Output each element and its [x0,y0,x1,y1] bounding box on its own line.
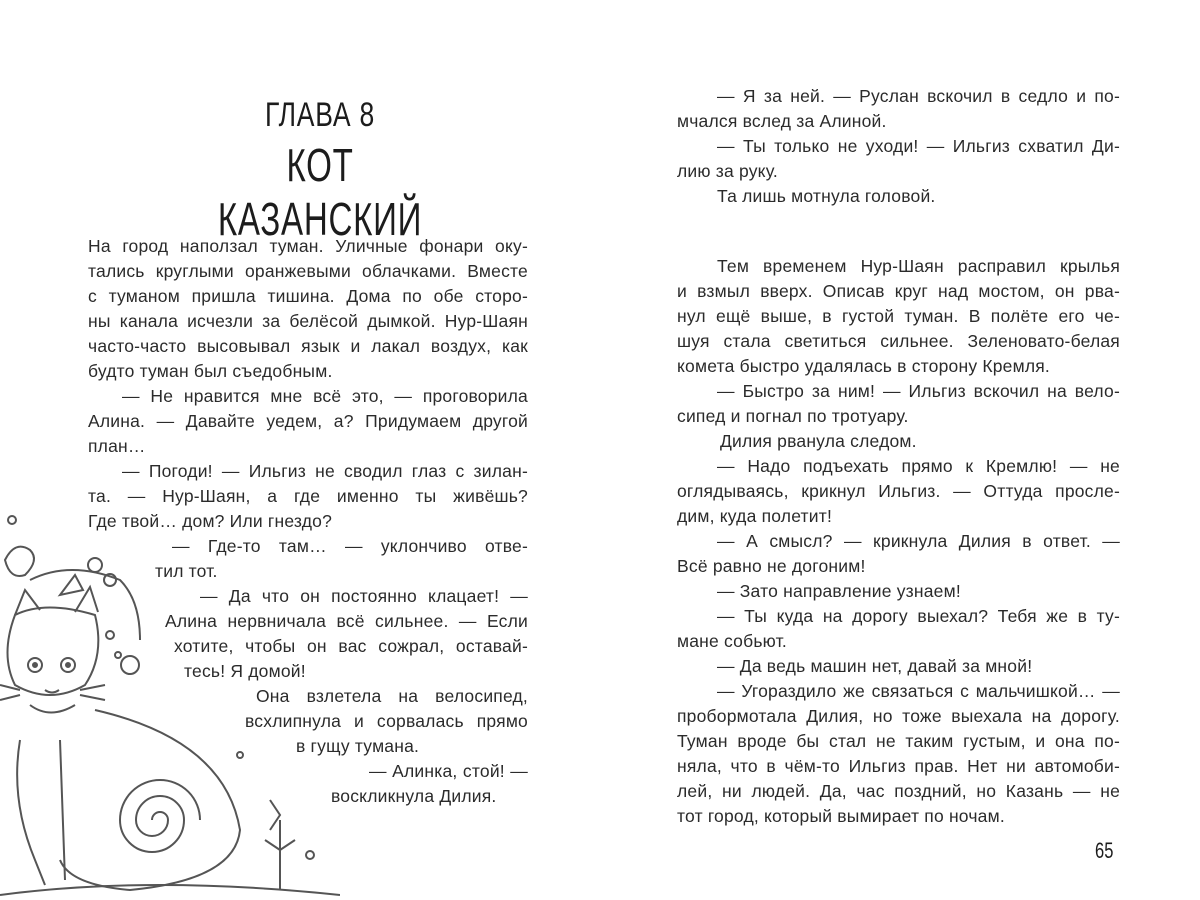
text-line: мчался вслед за Алиной. [677,111,887,131]
text-line: — Не нравится мне всё это, — проговорила [122,386,528,406]
text-line: — Угораздило же связаться с мальчишкой… — [717,681,1120,701]
text-line: лию за руку. [677,161,778,181]
text-line: — Где-то там… — уклончиво отве- [172,536,528,556]
text-line: шуя стала светиться сильнее. Зеленовато-белая [677,331,1120,351]
text-line: — Да ведь машин нет, давай за мной! [717,656,1033,676]
text-line: Дилия рванула следом. [720,431,917,451]
text-line: тесь! Я домой! [184,661,306,681]
flower-icon [5,547,34,576]
text-line: Где твой… дом? Или гнездо? [88,511,333,531]
text-line: Алина. — Давайте уедем, а? Придумаем другой [88,411,528,431]
page-number: 65 [1095,838,1114,863]
text-line: дим, куда полетит! [677,506,833,526]
text-line: часто-часто высовывал язык и лакал воздух, как [88,336,528,356]
text-line: — Ты куда на дорогу выехал? Тебя же в ту- [717,606,1120,626]
cat-face [8,608,99,696]
text-line: воскликнула Дилия. [331,786,497,806]
text-line: Та лишь мотнула головой. [717,186,936,206]
text-line: — Да что он постоянно клацает! — [200,586,528,606]
text-line: лей, ни людей. Да, час поздний, но Казань — не [677,781,1120,801]
text-line: Тем временем Нур-Шаян расправил крылья [717,256,1120,276]
text-line: оглядываясь, крикнул Ильгиз. — Оттуда просле- [677,481,1120,501]
text-line: Всё равно не догоним! [677,556,866,576]
text-line: няла, что в чём-то Ильгиз прав. Нет ни автомоби- [677,756,1120,776]
text-line: план… [88,436,146,456]
text-line: в гущу тумана. [296,736,420,756]
text-line: На город наползал туман. Уличные фонари оку- [88,236,528,256]
text-line: комета быстро удалялась в сторону Кремля. [677,356,1050,376]
text-line: всхлипнула и сорвалась прямо [245,711,528,731]
text-line: нул ещё выше, в густой туман. В полёте его че- [677,306,1120,326]
text-line: — Я за ней. — Руслан вскочил в седло и по- [717,86,1120,106]
text-line: тались круглыми оранжевыми облачками. Вместе [88,261,528,281]
text-line: Алина нервничала всё сильнее. — Если [165,611,528,631]
text-line: тот город, который вымирает по ночам. [677,806,1005,826]
text-line: — Алинка, стой! — [369,761,528,781]
text-line: Туман вроде бы стал не таким густым, и она по- [677,731,1120,751]
text-line: — Зато направление узнаем! [717,581,961,601]
chapter-number: ГЛАВА 8 [264,96,376,134]
text-line: пробормотала Дилия, но тоже выехала на дорогу. [677,706,1120,726]
text-line: — Ты только не уходи! — Ильгиз схватил Ди- [717,136,1120,156]
text-line: тил тот. [155,561,218,581]
text-line: — Надо подъехать прямо к Кремлю! — не [717,456,1120,476]
text-line: с туманом пришла тишина. Дома по обе сторо- [88,286,528,306]
text-line: — А смысл? — крикнула Дилия в ответ. — [717,531,1120,551]
text-line: та. — Нур-Шаян, а где именно ты живёшь? [88,486,528,506]
text-line: — Быстро за ним! — Ильгиз вскочил на вело- [717,381,1120,401]
text-line: Она взлетела на велосипед, [256,686,528,706]
text-line: ны канала исчезли за белёсой дымкой. Нур-Шаян [88,311,528,331]
chapter-title: КОТ КАЗАНСКИЙ [217,139,423,245]
text-line: и взмыл вверх. Описав круг над мостом, он рва- [677,281,1120,301]
text-line: мане собьют. [677,631,787,651]
text-line: хотите, чтобы он вас сожрал, оставай- [174,636,528,656]
text-line: будто туман был съедобным. [88,361,333,381]
text-line: — Погоди! — Ильгиз не сводил глаз с зилан- [122,461,528,481]
text-line: сипед и погнал по тротуару. [677,406,909,426]
